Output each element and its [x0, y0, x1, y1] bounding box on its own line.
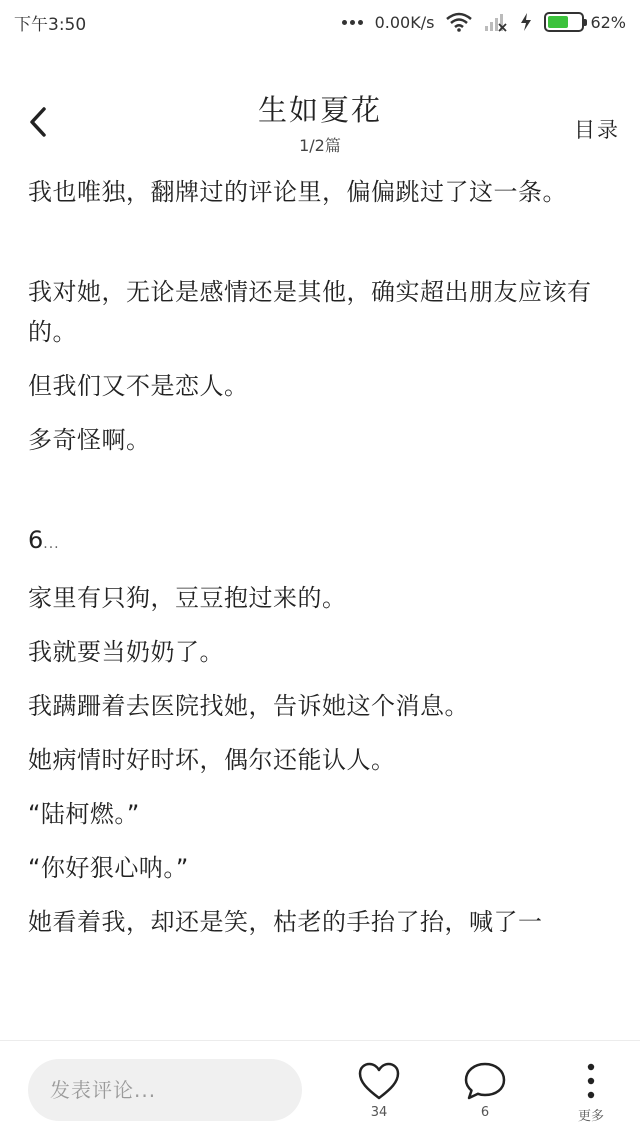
more-button[interactable] [568, 1061, 614, 1124]
article-paragraph: 她病情时好时坏，偶尔还能认人。 [28, 746, 396, 774]
charging-icon [520, 12, 532, 32]
reader-header [0, 70, 640, 170]
heart-icon [357, 1061, 401, 1101]
signal-no-sim-icon [484, 12, 508, 32]
article-paragraph: 家里有只狗，豆豆抱过来的。 [28, 584, 347, 612]
article-paragraph: “陆柯燃。” [28, 800, 140, 828]
article-paragraph: “你好狠心呐。” [28, 854, 189, 882]
like-button[interactable] [354, 1061, 404, 1120]
network-speed: 0.00K/s [374, 12, 435, 32]
speech-bubble-icon [463, 1061, 507, 1101]
status-indicators [342, 12, 626, 32]
status-time: 下午3:50 [14, 14, 87, 35]
more-notifications-icon [342, 20, 363, 25]
section-number [28, 520, 618, 564]
article-paragraph: 我也唯独，翻牌过的评论里，偏偏跳过了这一条。 [28, 178, 567, 206]
article-subtitle: 1/2篇 [299, 136, 341, 155]
wifi-icon [446, 12, 472, 32]
paragraph-spacer [28, 474, 618, 520]
article-paragraph: 多奇怪啊。 [28, 426, 151, 454]
more-label: 更多 [577, 1109, 604, 1124]
article-paragraph: 我对她，无论是感情还是其他，确实超出朋友应该有的。 [28, 278, 592, 346]
comment-button[interactable] [460, 1061, 510, 1120]
like-count: 34 [370, 1105, 388, 1120]
section-number-value: 6 [28, 526, 44, 554]
title-block [0, 88, 640, 156]
comment-count: 6 [480, 1105, 490, 1120]
article-paragraph: 但我们又不是恋人。 [28, 372, 249, 400]
section-ellipsis: ... [43, 536, 60, 552]
article-title: 生如夏花 [257, 93, 382, 127]
battery-icon [544, 12, 584, 32]
bottom-action-bar [0, 1040, 640, 1138]
article-paragraph: 她看着我，却还是笑，枯老的手抬了抬，喊了一 [28, 908, 543, 936]
article-paragraph: 我就要当奶奶了。 [28, 638, 224, 666]
status-bar [0, 0, 640, 44]
vertical-dots-icon [586, 1061, 596, 1101]
article-content [28, 172, 618, 956]
comment-input[interactable] [28, 1059, 302, 1121]
paragraph-spacer [28, 226, 618, 272]
article-paragraph: 我蹒跚着去医院找她，告诉她这个消息。 [28, 692, 469, 720]
table-of-contents-button[interactable]: 目录 [574, 118, 620, 142]
battery [544, 12, 626, 32]
battery-percent: 62% [590, 12, 626, 32]
battery-fill [548, 16, 568, 28]
